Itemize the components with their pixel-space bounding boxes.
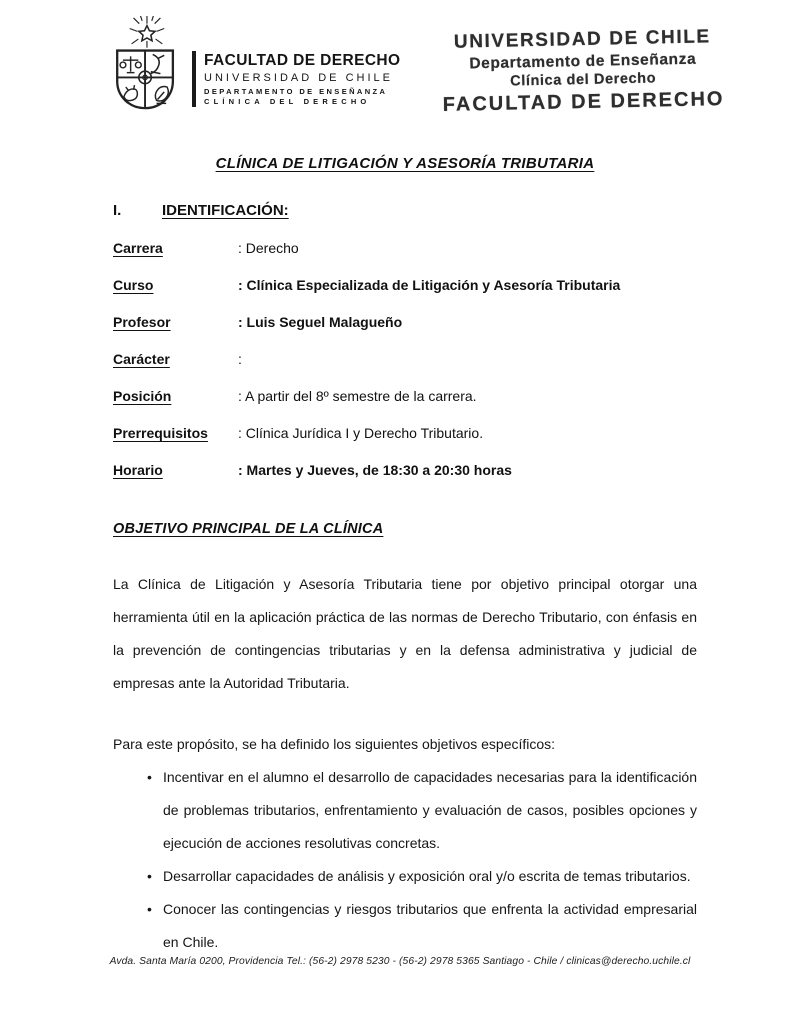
document-title xyxy=(113,155,697,172)
letterhead-faculty: FACULTAD DE DERECHO xyxy=(204,52,401,69)
field-value: : xyxy=(238,351,242,367)
identification-row-carrera xyxy=(113,240,697,256)
identification-row-horario xyxy=(113,462,697,478)
objectives-intro: Para este propósito, se ha definido los siguientes objetivos específicos: xyxy=(113,736,556,752)
stamp-university: UNIVERSIDAD DE CHILE xyxy=(453,26,711,53)
letterhead-department: DEPARTAMENTO DE ENSEÑANZA xyxy=(204,87,388,96)
field-value: : Martes y Jueves, de 18:30 a 20:30 horas xyxy=(238,462,512,478)
identification-row-profesor xyxy=(113,314,697,330)
stamp-department: Departamento de Enseñanza xyxy=(469,50,697,72)
university-crest-icon xyxy=(102,16,190,112)
field-value: : A partir del 8º semestre de la carrera. xyxy=(238,388,477,404)
section-heading-text: IDENTIFICACIÓN: xyxy=(162,202,289,219)
field-label: Posición xyxy=(113,388,172,404)
identification-row-curso xyxy=(113,277,697,293)
field-value: : Luis Seguel Malagueño xyxy=(238,314,403,330)
identification-table xyxy=(113,240,697,478)
stamp-clinic: Clínica del Derecho xyxy=(510,70,657,90)
letterhead-text xyxy=(204,52,400,106)
document-title-text: CLÍNICA DE LITIGACIÓN Y ASESORÍA TRIBUTARIA xyxy=(215,155,595,172)
objective-heading-text: OBJETIVO PRINCIPAL DE LA CLÍNICA xyxy=(113,521,384,537)
field-label: Curso xyxy=(113,277,154,293)
objectives-list xyxy=(147,761,697,959)
identification-row-carácter xyxy=(113,351,697,367)
section-identification-heading xyxy=(113,202,697,219)
identification-row-prerrequisitos xyxy=(113,425,697,441)
letterhead-clinic: CLÍNICA DEL DERECHO xyxy=(204,97,371,106)
objective-bullet: • Conocer las contingencias y riesgos tributarios que enfrenta la actividad empresarial en Chile. xyxy=(147,893,697,959)
objective-bullet: • Desarrollar capacidades de análisis y exposición oral y/o escrita de temas tributarios. xyxy=(147,860,697,893)
field-label: Prerrequisitos xyxy=(113,425,208,441)
stamp-faculty: FACULTAD DE DERECHO xyxy=(442,87,725,116)
field-value: : Derecho xyxy=(238,240,299,256)
field-value: : Clínica Jurídica I y Derecho Tributario. xyxy=(238,425,484,441)
identification-row-posición xyxy=(113,388,697,404)
field-value: : Clínica Especializada de Litigación y Asesoría Tributaria xyxy=(238,277,621,293)
objective-paragraph: La Clínica de Litigación y Asesoría Tributaria tiene por objetivo principal otorgar una herramienta útil en la aplicación práctica de las normas de Derecho Tributario, con énfasis en la prevención de contingencias tributarias y en la defensa administrativa y judicial de empresas ante la Autoridad Tributaria. xyxy=(113,576,697,691)
field-label: Carrera xyxy=(113,240,163,256)
field-label: Horario xyxy=(113,462,163,478)
page-header xyxy=(0,0,800,130)
field-label: Profesor xyxy=(113,314,171,330)
field-label: Carácter xyxy=(113,351,170,367)
letterhead-divider xyxy=(192,51,196,107)
rubber-stamp xyxy=(417,27,749,117)
objective-heading xyxy=(113,521,697,537)
document-body xyxy=(0,155,800,959)
letterhead-university: UNIVERSIDAD DE CHILE xyxy=(204,72,393,84)
footer-address: Avda. Santa María 0200, Providencia Tel.: (56-2) 2978 5230 - (56-2) 2978 5365 Santiago - Chile / clinicas@derecho.uchile.cl xyxy=(109,956,691,967)
letterhead xyxy=(102,16,400,112)
objective-bullet: • Incentivar en el alumno el desarrollo de capacidades necesarias para la identificación de problemas tributarios, enfrentamiento y evaluación de casos, posibles opciones y ejecución de acciones resolutivas concretas. xyxy=(147,761,697,860)
section-number: I. xyxy=(113,202,122,219)
